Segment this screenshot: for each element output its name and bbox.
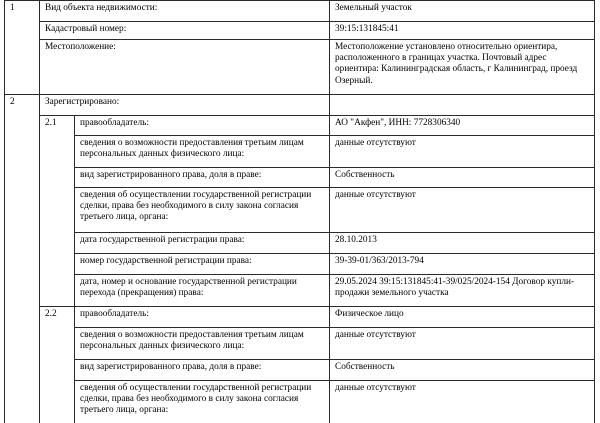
personal-data-value: данные отсутствуют [330,136,595,168]
consent-value: данные отсутствуют [330,381,595,423]
personal-data-label: сведения о возможности предоставления третьим лицам персональных данных физического лица: [75,136,330,168]
personal-data-label: сведения о возможности предоставления третьим лицам персональных данных физического лица: [75,328,330,360]
object-type-value: Земельный участок [330,1,595,22]
entry-2-1-number: 2.1 [40,116,75,307]
object-type-label: Вид объекта недвижимости: [40,1,330,22]
table-row [5,136,595,168]
registration-number-value: 39-39-01/363/2013-794 [330,254,595,275]
right-type-value: Собственность [330,360,595,381]
section-1-number: 1 [5,1,40,95]
right-type-label: вид зарегистрированного права, доля в праве: [75,168,330,188]
table-row [5,307,595,328]
section-2-number: 2 [5,95,40,423]
registration-date-label: дата государственной регистрации права: [75,233,330,254]
table-row [5,381,595,423]
cadastral-number-label: Кадастровый номер: [40,22,330,40]
consent-label: сведения об осуществлении государственной регистрации сделки, права без необходимого в силу закона согласия третьего лица, органа: [75,188,330,233]
consent-label: сведения об осуществлении государственной регистрации сделки, права без необходимого в силу закона согласия третьего лица, органа: [75,381,330,423]
registered-heading: Зарегистрировано: [40,95,330,116]
transfer-value: 29.05.2024 39:15:131845:41-39/025/2024-154 Договор купли-продажи земельного участка [330,275,595,307]
entry-2-2-number: 2.2 [40,307,75,423]
table-row [5,116,595,136]
table-row [5,188,595,233]
table-row [5,168,595,188]
registration-number-label: номер государственной регистрации права: [75,254,330,275]
registration-date-value: 28.10.2013 [330,233,595,254]
table-row [5,95,595,116]
table-row [5,275,595,307]
table-row [5,328,595,360]
table-row [5,40,595,95]
rightholder-label: правообладатель: [75,116,330,136]
registered-heading-value [330,95,595,116]
location-value: Местоположение установлено относительно ориентира, расположенного в границах участка. Почтовый адрес ориентира: Калининградская область, г Калининград, проезд Озерный. [330,40,595,95]
table-row [5,360,595,381]
rightholder-value: АО "Акфен", ИНН: 7728306340 [330,116,595,136]
table-row [5,1,595,22]
rightholder-value: Физическое лицо [330,307,595,328]
right-type-value: Собственность [330,168,595,188]
personal-data-value: данные отсутствуют [330,328,595,360]
location-label: Местоположение: [40,40,330,95]
right-type-label: вид зарегистрированного права, доля в праве: [75,360,330,381]
transfer-label: дата, номер и основание государственной регистрации перехода (прекращения) права: [75,275,330,307]
consent-value: данные отсутствуют [330,188,595,233]
table-row [5,22,595,40]
cadastral-number-value: 39:15:131845:41 [330,22,595,40]
rightholder-label: правообладатель: [75,307,330,328]
table-row [5,233,595,254]
table-row [5,254,595,275]
registration-table [4,0,595,423]
